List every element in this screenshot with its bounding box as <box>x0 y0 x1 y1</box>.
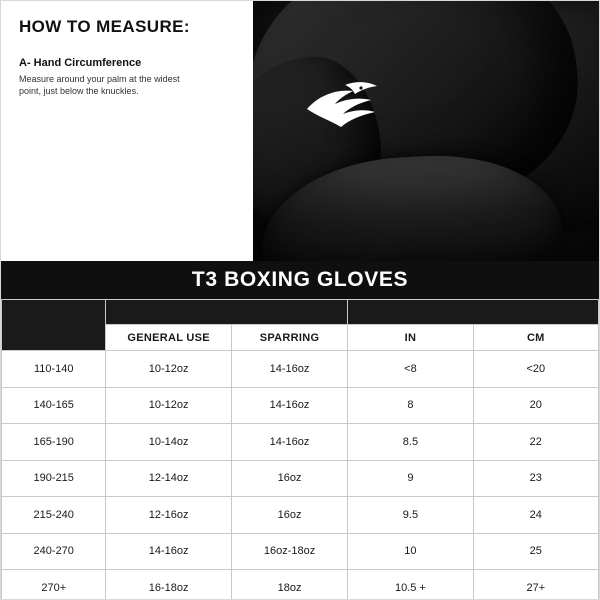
cell-in: 8 <box>348 387 473 424</box>
cell-in: 10 <box>348 533 473 570</box>
cell-in: 8.5 <box>348 424 473 461</box>
measure-subtitle: A- Hand Circumference <box>19 57 142 69</box>
table-row <box>2 570 599 600</box>
table-row <box>2 533 599 570</box>
cell-in: 10.5 + <box>348 570 473 600</box>
table-row <box>2 387 599 424</box>
glove-product-photo <box>237 1 600 261</box>
cell-sparring: 16oz-18oz <box>231 533 347 570</box>
cell-cm: 22 <box>473 424 598 461</box>
cell-weight: 215-240 <box>2 497 106 534</box>
cell-weight: 240-270 <box>2 533 106 570</box>
table-row <box>2 497 599 534</box>
cell-cm: 23 <box>473 460 598 497</box>
cell-general-use: 10-12oz <box>106 351 231 388</box>
measure-description: Measure around your palm at the widest point, just below the knuckles. <box>19 74 180 97</box>
cell-sparring: 16oz <box>231 460 347 497</box>
product-title-bar <box>1 261 599 299</box>
cell-weight: 190-215 <box>2 460 106 497</box>
table-header-group-row <box>2 300 599 325</box>
column-header-sparring: SPARRING <box>231 325 347 351</box>
cell-in: 9.5 <box>348 497 473 534</box>
column-header-general-use: GENERAL USE <box>106 325 231 351</box>
cell-general-use: 12-14oz <box>106 460 231 497</box>
page-title: HOW TO MEASURE: <box>19 17 190 36</box>
hayabusa-bird-logo <box>301 79 387 135</box>
cell-general-use: 10-14oz <box>106 424 231 461</box>
cell-in: <8 <box>348 351 473 388</box>
column-header-in: IN <box>348 325 473 351</box>
cell-weight: 140-165 <box>2 387 106 424</box>
cell-general-use: 16-18oz <box>106 570 231 600</box>
column-header-weight: WEIGHT (LBS) <box>2 300 106 351</box>
column-group-hand-circumference: A - HAND CIRCUMFERENCE <box>348 300 599 325</box>
top-section <box>1 1 599 261</box>
cell-cm: 20 <box>473 387 598 424</box>
column-header-cm: CM <box>473 325 598 351</box>
cell-sparring: 16oz <box>231 497 347 534</box>
cell-sparring: 14-16oz <box>231 387 347 424</box>
cell-in: 9 <box>348 460 473 497</box>
cell-sparring: 14-16oz <box>231 351 347 388</box>
product-title: T3 BOXING GLOVES <box>191 268 409 291</box>
cell-weight: 110-140 <box>2 351 106 388</box>
cell-cm: 27+ <box>473 570 598 600</box>
cell-cm: <20 <box>473 351 598 388</box>
table-body <box>2 351 599 600</box>
cell-cm: 25 <box>473 533 598 570</box>
table-row <box>2 351 599 388</box>
cell-general-use: 12-16oz <box>106 497 231 534</box>
cell-weight: 165-190 <box>2 424 106 461</box>
how-to-measure-panel <box>1 1 253 261</box>
table-row <box>2 460 599 497</box>
table-row <box>2 424 599 461</box>
size-chart-table <box>1 299 599 600</box>
cell-sparring: 18oz <box>231 570 347 600</box>
cell-general-use: 10-12oz <box>106 387 231 424</box>
cell-general-use: 14-16oz <box>106 533 231 570</box>
column-group-recommended-size: RECOMMENDED SIZE <box>106 300 348 325</box>
cell-weight: 270+ <box>2 570 106 600</box>
cell-sparring: 14-16oz <box>231 424 347 461</box>
cell-cm: 24 <box>473 497 598 534</box>
